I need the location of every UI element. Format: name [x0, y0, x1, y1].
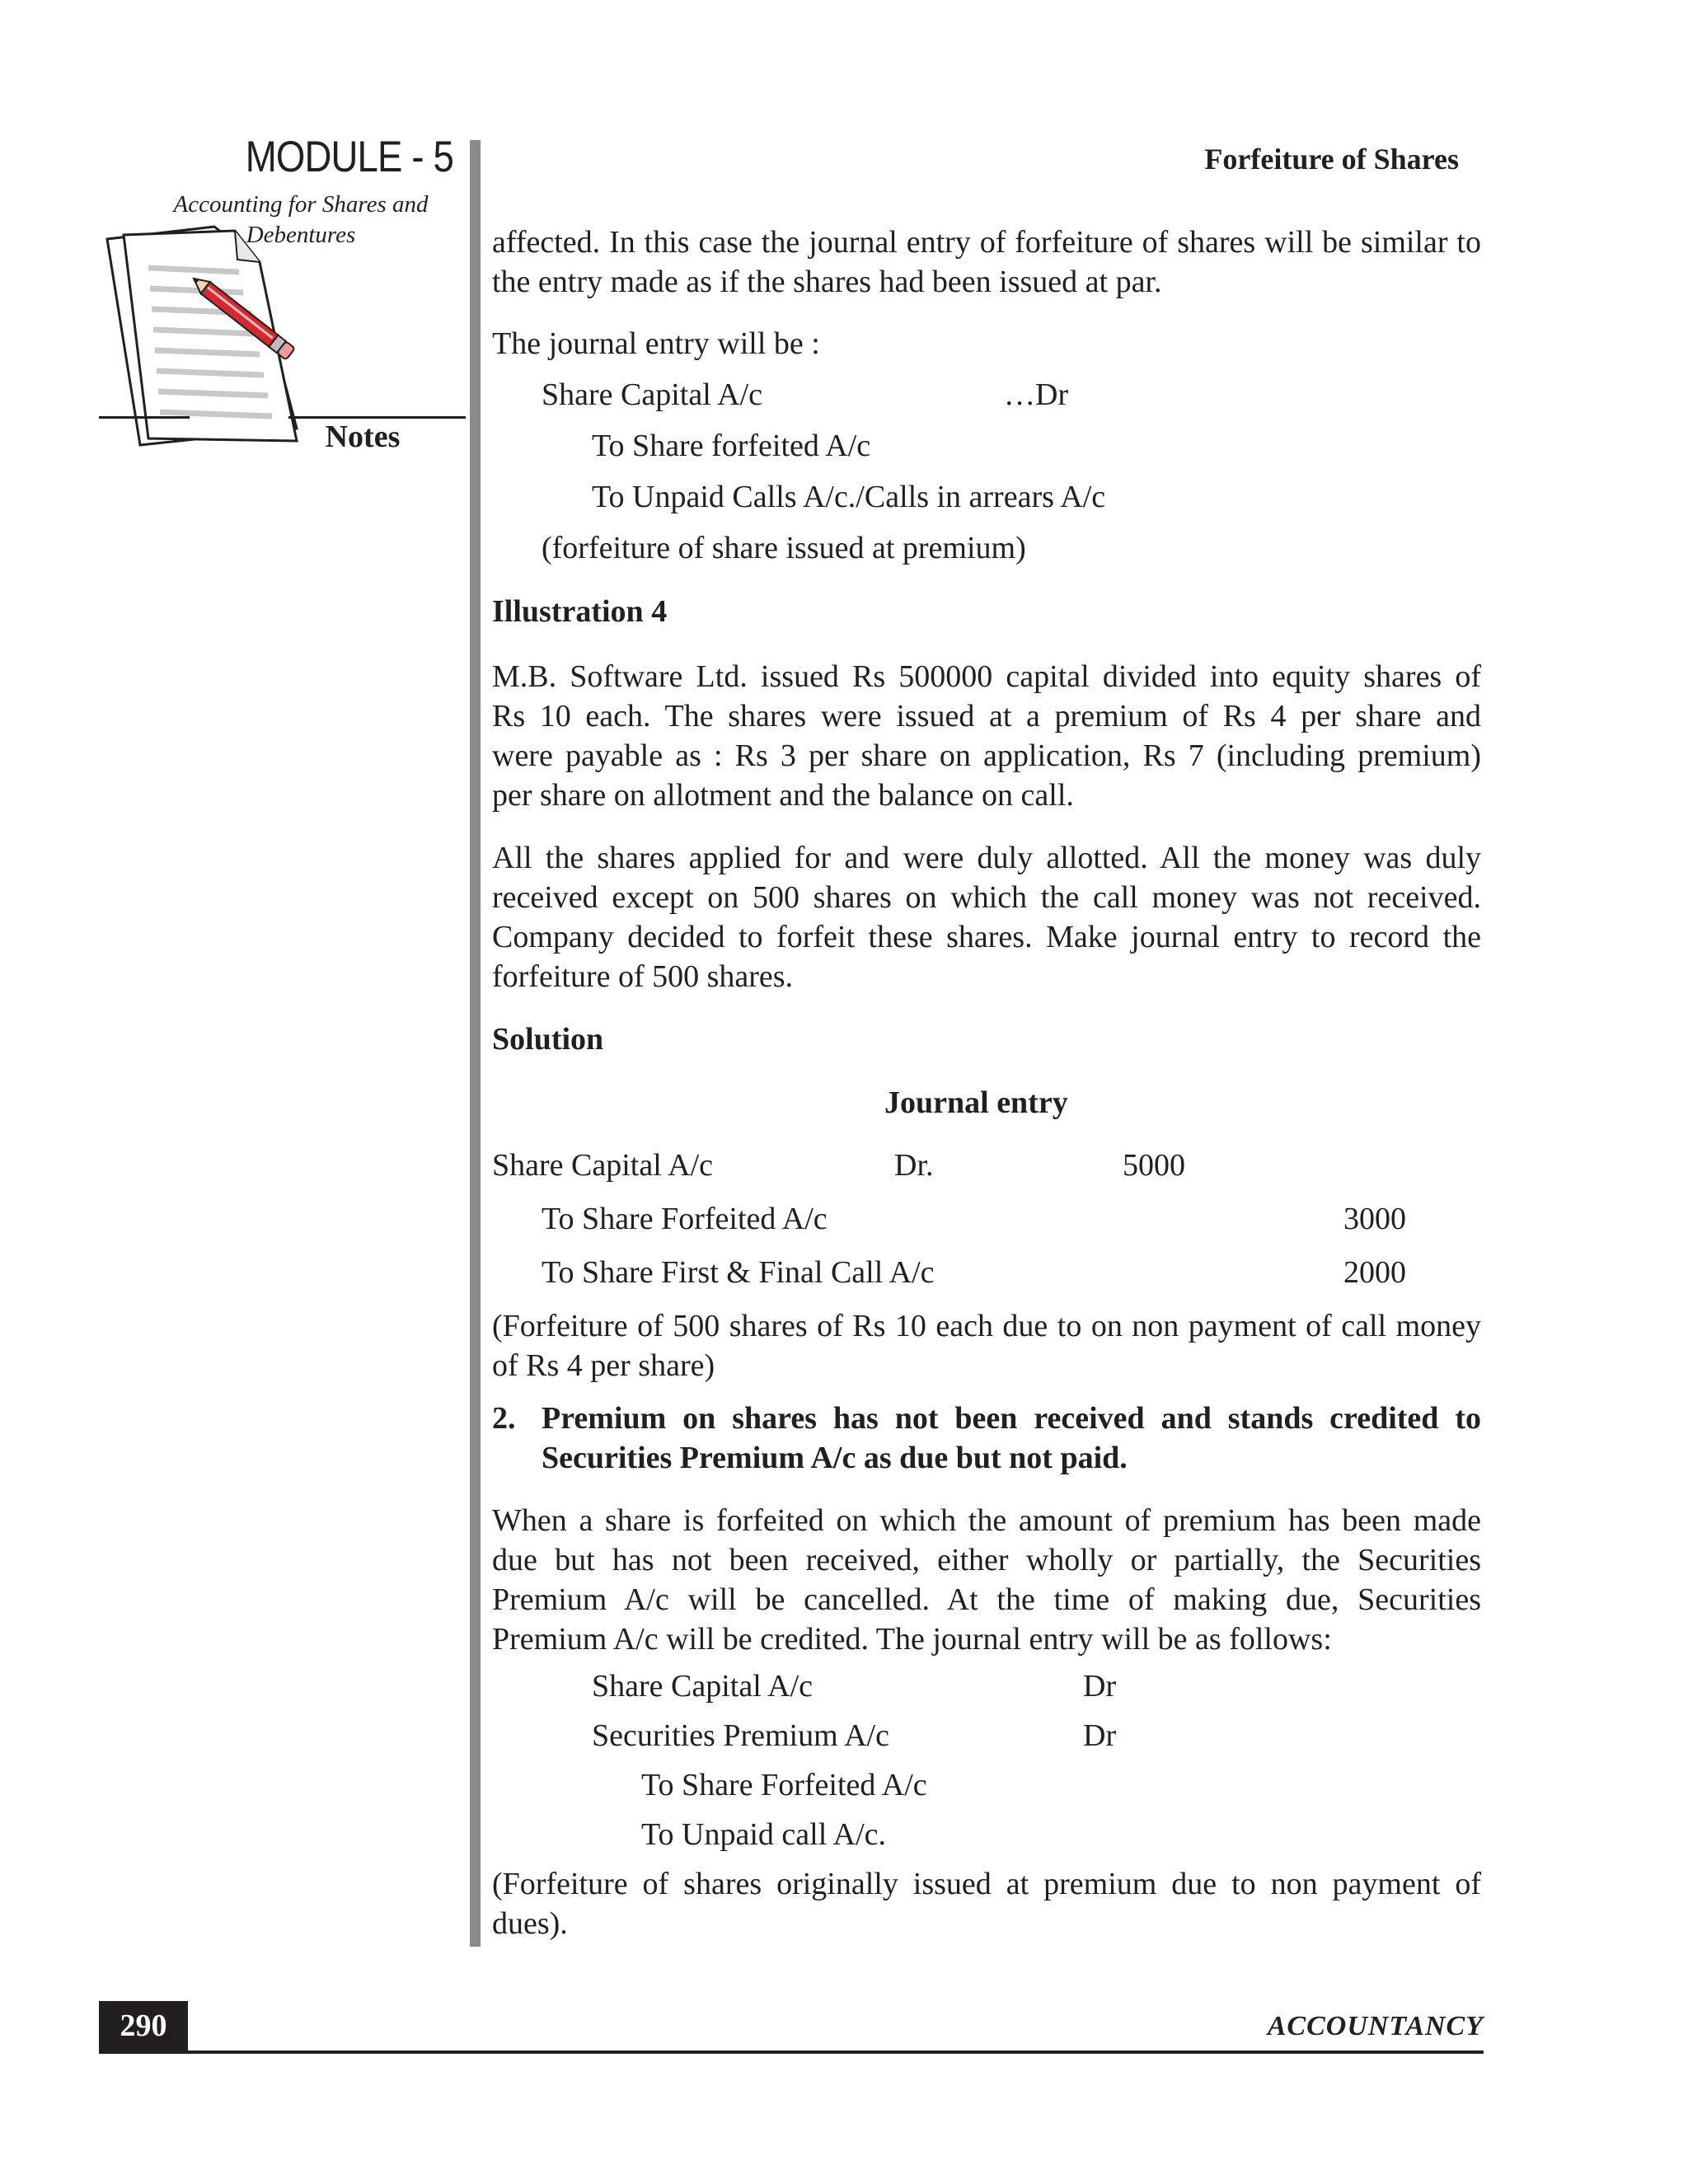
- intro-line-2: the entry made as if the shares had been issued at par.: [492, 265, 1162, 299]
- illustration-p1-line-3: were payable as : Rs 3 per share on application, Rs 7 (including premium): [492, 738, 1481, 773]
- running-title: Forfeiture of Shares: [1204, 143, 1459, 176]
- notes-rule-left: [99, 416, 190, 419]
- journal-row1-account: Share Capital A/c: [492, 1148, 714, 1183]
- journal-row2-account: To Share Forfeited A/c: [542, 1202, 828, 1236]
- entry1-debit-mark: …Dr: [1004, 377, 1069, 412]
- illustration-p1-line-4: per share on allotment and the balance on call.: [492, 778, 1074, 813]
- point2-number: 2.: [492, 1401, 516, 1436]
- journal-heading: Journal entry: [884, 1085, 1068, 1120]
- illustration-p2-line-4: forfeiture of 500 shares.: [492, 959, 794, 994]
- point2-para-line-2: due but has not been received, either wholly or partially, the Securities: [492, 1543, 1481, 1577]
- entry2-debit-2-mark: Dr: [1083, 1718, 1117, 1753]
- entry1-credit-2: To Unpaid Calls A/c./Calls in arrears A/c: [592, 480, 1106, 514]
- solution-heading: Solution: [492, 1022, 604, 1057]
- book-title: ACCOUNTANCY: [1267, 2011, 1484, 2041]
- journal-intro: The journal entry will be :: [492, 326, 820, 361]
- page-number: 290: [99, 2001, 188, 2050]
- entry1-credit-1: To Share forfeited A/c: [592, 429, 871, 463]
- entry2-debit-2: Securities Premium A/c: [592, 1718, 889, 1753]
- margin-bar: [470, 140, 481, 1947]
- illustration-p2-line-3: Company decided to forfeit these shares. Make journal entry to record the: [492, 920, 1481, 954]
- final-narration-line-2: dues).: [492, 1906, 568, 1941]
- illustration-p2-line-2: received except on 500 shares on which the call money was not received.: [492, 880, 1481, 915]
- entry2-credit-1: To Share Forfeited A/c: [641, 1768, 927, 1802]
- point2-para-line-1: When a share is forfeited on which the amount of premium has been made: [492, 1503, 1481, 1538]
- journal-narration-line-1: (Forfeiture of 500 shares of Rs 10 each due to on non payment of call money: [492, 1309, 1481, 1343]
- illustration-p1-line-2: Rs 10 each. The shares were issued at a premium of Rs 4 per share and: [492, 699, 1481, 733]
- entry1-debit-account: Share Capital A/c: [542, 377, 763, 412]
- illustration-heading: Illustration 4: [492, 594, 668, 629]
- notes-label: Notes: [325, 419, 401, 454]
- module-subtitle-line2: Debentures: [246, 222, 356, 248]
- entry2-debit-1-mark: Dr: [1083, 1669, 1117, 1704]
- module-title: MODULE - 5: [245, 133, 453, 181]
- entry2-credit-2: To Unpaid call A/c.: [641, 1817, 887, 1852]
- point2-line-2: Securities Premium A/c as due but not paid.: [542, 1441, 1128, 1475]
- entry1-narration: (forfeiture of share issued at premium): [542, 531, 1026, 565]
- illustration-p1-line-1: M.B. Software Ltd. issued Rs 500000 capital divided into equity shares of: [492, 659, 1481, 694]
- journal-row1-dr: Dr.: [894, 1148, 934, 1183]
- journal-row3-account: To Share First & Final Call A/c: [542, 1255, 935, 1290]
- illustration-p2-line-1: All the shares applied for and were duly allotted. All the money was duly: [492, 841, 1481, 875]
- journal-row3-credit: 2000: [1343, 1255, 1406, 1290]
- point2-para-line-4: Premium A/c will be credited. The journal entry will be as follows:: [492, 1622, 1332, 1657]
- point2-line-1: Premium on shares has not been received and stands credited to: [542, 1401, 1481, 1436]
- journal-row2-credit: 3000: [1343, 1202, 1406, 1236]
- entry2-debit-1: Share Capital A/c: [592, 1669, 814, 1704]
- intro-line-1: affected. In this case the journal entry of forfeiture of shares will be similar to: [492, 225, 1481, 260]
- module-subtitle-line1: Accounting for Shares and: [173, 191, 429, 218]
- final-narration-line-1: (Forfeiture of shares originally issued at premium due to non payment of: [492, 1867, 1481, 1901]
- journal-row1-debit: 5000: [1123, 1148, 1185, 1183]
- journal-narration-line-2: of Rs 4 per share): [492, 1348, 715, 1383]
- footer-rule: [99, 2050, 1484, 2054]
- point2-para-line-3: Premium A/c will be cancelled. At the time of making due, Securities: [492, 1582, 1481, 1617]
